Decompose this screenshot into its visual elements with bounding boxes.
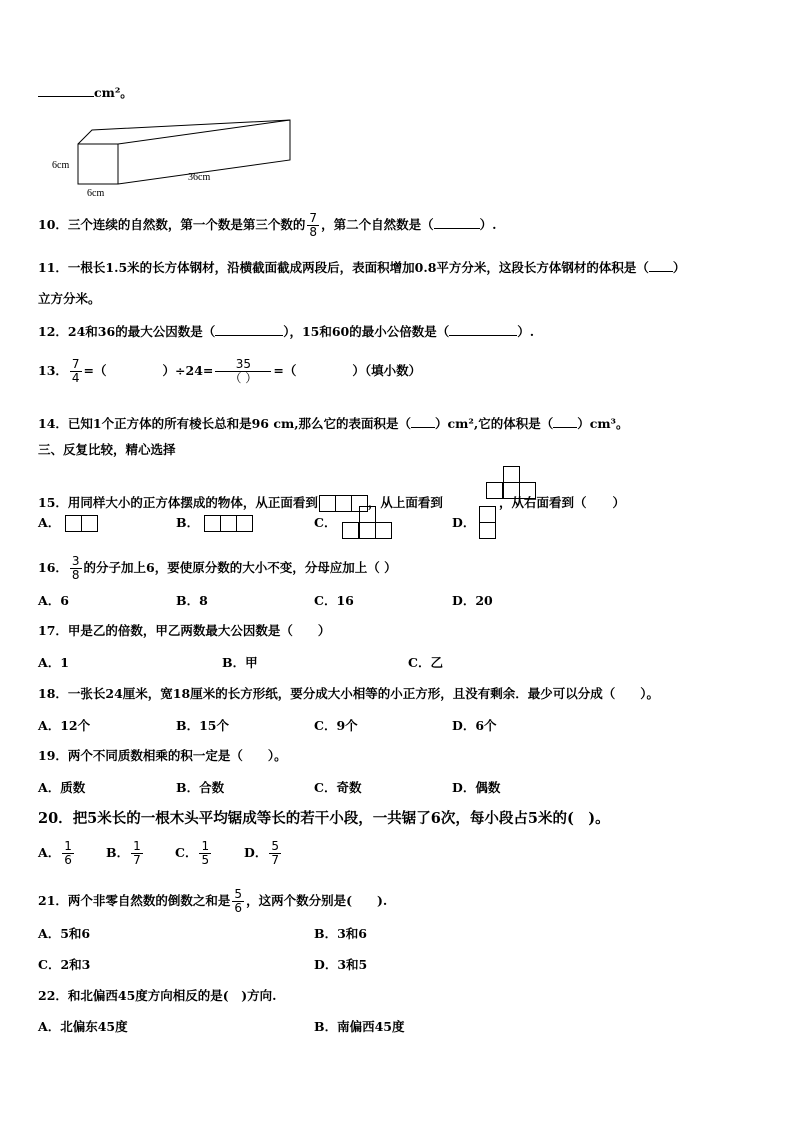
option-d[interactable]: D． — [452, 515, 476, 530]
option-b[interactable]: B． — [176, 515, 253, 532]
question-13 — [38, 358, 421, 385]
option-a[interactable]: A．质数 — [38, 780, 86, 795]
question-22 — [38, 988, 276, 1004]
top-view-cell — [486, 482, 503, 499]
question-12 — [38, 324, 534, 340]
question-11 — [38, 260, 685, 276]
option-d-cell — [479, 506, 496, 523]
option-a[interactable]: A．12个 — [38, 718, 91, 733]
option-d[interactable]: D．3和5 — [314, 957, 368, 972]
question-text: 三个连续的自然数，第一个数是第三个数的 — [67, 217, 306, 232]
option-c[interactable]: C．16 — [314, 593, 354, 608]
question-text: 的分子加上6，要使原分数的大小不变，分母应加上（ ） — [83, 560, 397, 575]
question-21 — [38, 888, 387, 915]
question-text: ，这两个数分别是( ). — [246, 893, 388, 908]
option-d[interactable]: D．6个 — [452, 718, 497, 733]
question-16 — [38, 555, 397, 582]
question-number: 13． — [38, 363, 68, 378]
equation-text: =（ — [83, 363, 107, 378]
question-number: 10． — [38, 217, 68, 232]
cuboid-edge — [118, 120, 290, 144]
option-b[interactable]: B．甲 — [222, 655, 258, 670]
answer-blank[interactable] — [38, 84, 94, 97]
option-a[interactable]: A．6 — [38, 593, 69, 608]
option-a[interactable]: A．北偏东45度 — [38, 1019, 128, 1034]
equation-text: ）（填小数） — [352, 363, 422, 378]
question-text: 甲是乙的倍数，甲乙两数最大公因数是（ ） — [67, 623, 331, 638]
option-a[interactable]: A．1 — [38, 655, 69, 670]
question-number: 12． — [38, 324, 68, 339]
question-text: ） — [672, 260, 686, 275]
answer-blank[interactable] — [434, 217, 480, 229]
question-text: ，第二个自然数是（ — [321, 217, 434, 232]
question-text: 24和36的最大公因数是（ — [67, 324, 216, 339]
option-b[interactable]: B．南偏西45度 — [314, 1019, 405, 1034]
fraction: $\frac{7}{4}$ — [71, 357, 80, 385]
question-17 — [38, 623, 330, 639]
question-text: 用同样大小的正方体摆成的物体，从正面看到 — [67, 495, 318, 510]
question-text: 两个不同质数相乘的积一定是（ ）。 — [67, 748, 287, 763]
option-c[interactable]: C．乙 — [408, 655, 443, 670]
question-text: ），15和60的最小公倍数是（ — [283, 324, 450, 339]
option-b[interactable]: B．合数 — [176, 780, 225, 795]
label-height: 6cm — [52, 160, 70, 171]
answer-blank[interactable] — [449, 324, 517, 336]
question-text: 和北偏西45度方向相反的是( )方向. — [67, 988, 277, 1003]
option-c[interactable]: C．9个 — [314, 718, 358, 733]
question-number: 19． — [38, 748, 68, 763]
answer-blank[interactable] — [553, 416, 577, 428]
question-11-cont: 立方分米。 — [38, 291, 101, 306]
answer-blank[interactable] — [649, 260, 673, 272]
question-19 — [38, 748, 287, 764]
option-a[interactable]: A． $\frac{1}{6}$ — [38, 839, 72, 867]
question-text: 两个非零自然数的倒数之和是 — [67, 893, 231, 908]
question-text: ，从右面看到（ — [498, 495, 587, 510]
option-a[interactable]: A． — [38, 515, 98, 532]
cuboid-top-edge — [78, 120, 290, 184]
option-c[interactable]: C．奇数 — [314, 780, 362, 795]
option-d[interactable]: D．偶数 — [452, 780, 501, 795]
question-text: ）. — [517, 324, 535, 339]
option-b[interactable]: B．8 — [176, 593, 208, 608]
top-view-cell — [503, 482, 520, 499]
question-text: 一根长1.5米的长方体钢材，沿横截面截成两段后，表面积增加0.8平方分米，这段长方体钢材的体积是（ — [67, 260, 649, 275]
fraction: $\frac{5}{6}$ — [234, 887, 243, 915]
question-number: 22． — [38, 988, 68, 1003]
cuboid-diagram — [50, 116, 300, 198]
option-d[interactable]: D． $\frac{5}{7}$ — [244, 839, 279, 867]
question-text: ，从上面看到 — [367, 495, 443, 510]
question-number: 11． — [38, 260, 68, 275]
question-15 — [38, 473, 625, 512]
question-text: ） — [612, 495, 625, 510]
label-length: 36cm — [188, 172, 211, 183]
question-text: 把5米长的一根木头平均锯成等长的若干小段，一共锯了6次，每小段占5米的( )。 — [72, 810, 610, 827]
question-number: 21． — [38, 893, 68, 908]
option-c[interactable]: C．2和3 — [38, 957, 91, 972]
top-view-cell — [519, 482, 536, 499]
question-number: 20． — [38, 810, 73, 827]
fraction: $\frac{3}{8}$ — [71, 554, 80, 582]
question-text: ）cm²,它的体积是（ — [435, 416, 554, 431]
section-heading: 三、反复比较，精心选择 — [38, 442, 176, 457]
question-number: 18． — [38, 686, 68, 701]
equation-text: =（ — [273, 363, 297, 378]
question-text: ）cm³。 — [577, 416, 629, 431]
question-20 — [38, 811, 610, 827]
equation-text: ）÷24= — [162, 363, 214, 378]
q9-answer-line — [38, 84, 133, 101]
question-text: 已知1个正方体的所有棱长总和是96 cm,那么它的表面积是（ — [67, 416, 412, 431]
option-d-cell — [479, 522, 496, 539]
option-b[interactable]: B．3和6 — [314, 926, 367, 941]
option-b[interactable]: B．15个 — [176, 718, 229, 733]
option-c-cell — [375, 522, 392, 539]
question-14 — [38, 416, 629, 432]
question-10 — [38, 212, 496, 239]
fraction: $\frac{35}{( )}$ — [215, 358, 271, 385]
option-c-cell — [359, 522, 376, 539]
option-c-cell — [359, 506, 376, 523]
question-text: ）. — [479, 217, 497, 232]
option-c[interactable]: C． $\frac{1}{5}$ — [175, 839, 210, 867]
option-c[interactable]: C． — [314, 515, 337, 530]
q9-unit: cm²。 — [94, 85, 133, 100]
label-width: 6cm — [87, 188, 105, 198]
answer-blank[interactable] — [411, 416, 435, 428]
question-number: 17． — [38, 623, 68, 638]
cuboid-front-face — [78, 144, 118, 184]
question-number: 14． — [38, 416, 68, 431]
answer-blank[interactable] — [215, 324, 283, 336]
question-text: 一张长24厘米，宽18厘米的长方形纸，要分成大小相等的小正方形，且没有剩余．最少可以分成（ ）。 — [67, 686, 659, 701]
fraction: $\frac{7}{8}$ — [309, 211, 318, 239]
option-b[interactable]: B． $\frac{1}{7}$ — [106, 839, 141, 867]
question-number: 15． — [38, 495, 68, 510]
option-d[interactable]: D．20 — [452, 593, 493, 608]
top-view-cell — [503, 466, 520, 483]
question-18 — [38, 686, 659, 702]
option-a[interactable]: A．5和6 — [38, 926, 91, 941]
question-number: 16． — [38, 560, 68, 575]
option-c-cell — [342, 522, 359, 539]
